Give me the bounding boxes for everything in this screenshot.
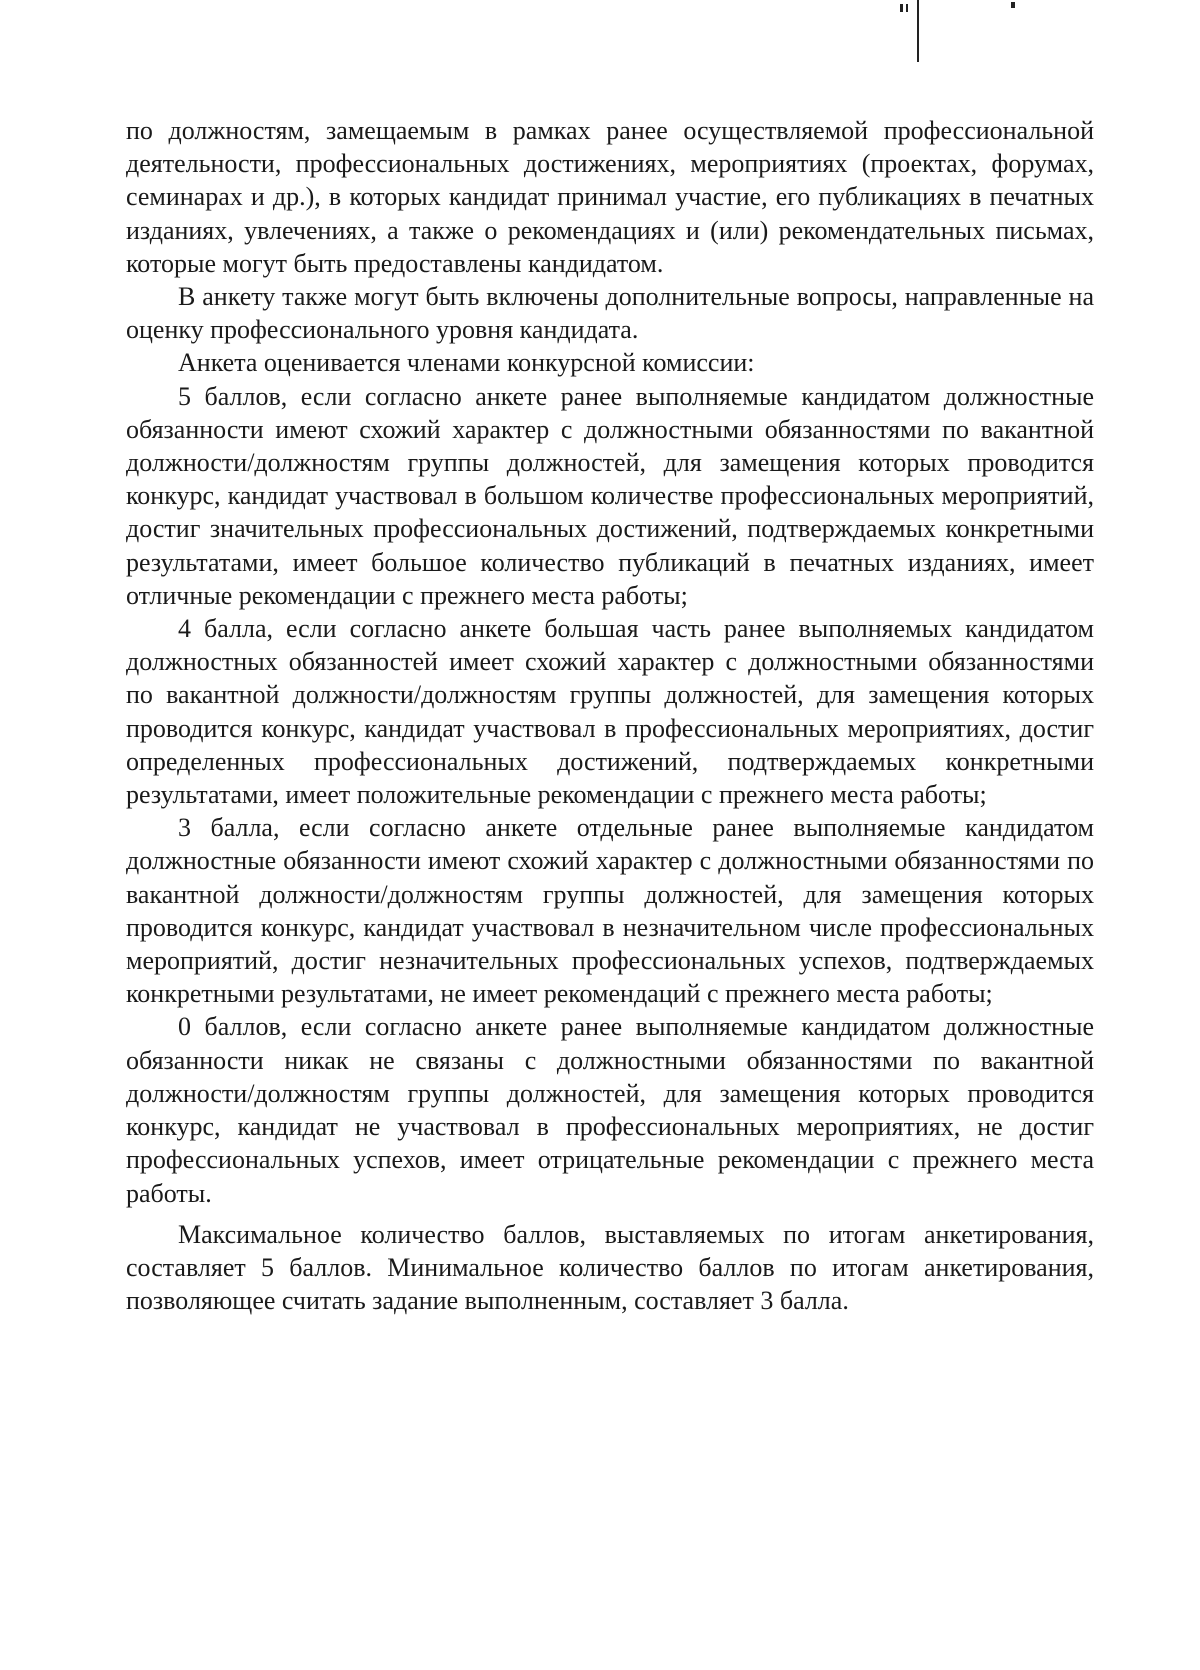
paragraph-score-4: 4 балла, если согласно анкете большая часть ранее выполняемых кандидатом должностных обязанностей имеет схожий характер с должностными обязанностями по вакантной должности/должностям группы должностей, для замещения которых проводится конкурс, кандидат участвовал в профессиональных мероприятиях, достиг определенных профессиональных достижений, подтверждаемых конкретными результатами, имеет положительные рекомендации с прежнего места работы; [126, 614, 1094, 810]
scan-artifact-mark [906, 4, 908, 12]
paragraph-additional-questions: В анкету также могут быть включены дополнительные вопросы, направленные на оценку профессионального уровня кандидата. [126, 282, 1094, 345]
scan-artifact-line [917, 0, 919, 62]
paragraph-score-3: 3 балла, если согласно анкете отдельные ранее выполняемые кандидатом должностные обязанности имеют схожий характер с должностными обязанностями по вакантной должности/должностям группы должностей, для замещения которых проводится конкурс, кандидат участвовал в незначительном числе профессиональных мероприятий, достиг незначительных профессиональных успехов, подтверждаемых конкретными результатами, не имеет рекомендаций с прежнего места работы; [126, 813, 1094, 1009]
scan-artifact-mark [900, 4, 903, 12]
paragraph-continuation: по должностям, замещаемым в рамках ранее осуществляемой профессиональной деятельности, профессиональных достижениях, мероприятиях (проектах, форумах, семинарах и др.), в которых кандидат принимал участие, его публикациях в печатных изданиях, увлечениях, а также о рекомендациях и (или) рекомендательных письмах, которые могут быть предоставлены кандидатом. [126, 116, 1094, 278]
paragraph-max-min-score: Максимальное количество баллов, выставляемых по итогам анкетирования, составляет 5 баллов. Минимальное количество баллов по итогам анкетирования, позволяющее считать задание выполненным, составляет 3 балла. [126, 1219, 1094, 1316]
document-body [126, 114, 1094, 1317]
paragraph-score-0: 0 баллов, если согласно анкете ранее выполняемые кандидатом должностные обязанности никак не связаны с должностными обязанностями по вакантной должности/должностям группы должностей, для замещения которых проводится конкурс, кандидат не участвовал в профессиональных мероприятиях, не достиг профессиональных успехов, имеет отрицательные рекомендации с прежнего места работы. [126, 1012, 1094, 1208]
scan-artifact-mark [1011, 2, 1015, 8]
paragraph-evaluation-intro: Анкета оценивается членами конкурсной комиссии: [178, 348, 755, 378]
paragraph-score-5: 5 баллов, если согласно анкете ранее выполняемые кандидатом должностные обязанности имеют схожий характер с должностными обязанностями по вакантной должности/должностям группы должностей, для замещения которых проводится конкурс, кандидат участвовал в большом количестве профессиональных мероприятий, достиг значительных профессиональных достижений, подтверждаемых конкретными результатами, имеет большое количество публикаций в печатных изданиях, имеет отличные рекомендации с прежнего места работы; [126, 381, 1094, 610]
